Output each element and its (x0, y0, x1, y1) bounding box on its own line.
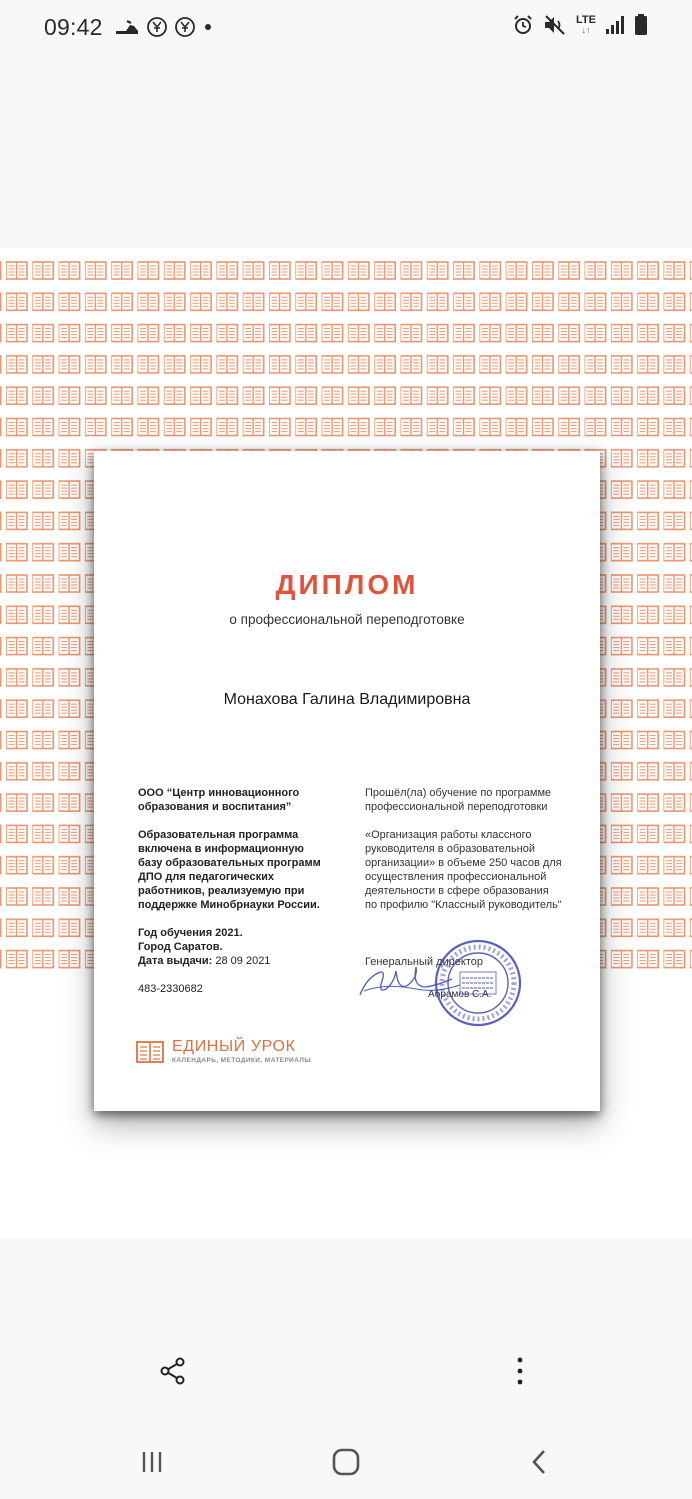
y-circle-icon (174, 16, 196, 38)
course-line: осуществления профессиональной (365, 871, 547, 883)
status-time: 09:42 (44, 14, 103, 40)
logo-sub-text: КАЛЕНДАРЬ, МЕТОДИКИ, МАТЕРИАЛЫ (172, 1057, 312, 1064)
image-viewer[interactable] (0, 248, 692, 1238)
recipient-name: Монахова Галина Владимировна (223, 691, 471, 708)
intro-line-2: профессиональной переподготовки (365, 801, 548, 813)
share-icon (157, 1355, 189, 1387)
walk-icon (114, 17, 140, 37)
diploma-left-column (138, 786, 348, 996)
course-line: «Организация работы классного (365, 829, 532, 841)
edinyi-urok-logo (136, 1039, 311, 1064)
home-icon (331, 1447, 361, 1477)
dot-icon (202, 21, 214, 33)
study-city: Город Саратов. (138, 941, 223, 953)
director-name: Абрамов С.А. (428, 989, 492, 1000)
share-button[interactable] (157, 1355, 189, 1387)
back-icon (528, 1448, 552, 1476)
navigation-bar (0, 1430, 692, 1499)
director-title: Генеральный директор (365, 956, 483, 968)
diploma-right-column (365, 786, 580, 912)
program-line: работников, реализуемую при (138, 885, 305, 897)
diploma-title: ДИПЛОМ (275, 569, 419, 600)
diploma-document (94, 451, 600, 1111)
org-line-2: образования и воспитания” (138, 801, 292, 813)
battery-icon (634, 14, 648, 36)
book-logo-icon (136, 1040, 164, 1064)
issue-date-row (138, 954, 348, 968)
y-circle-icon (146, 16, 168, 38)
back-button[interactable] (520, 1442, 560, 1482)
diploma-subtitle: о профессиональной переподготовке (229, 612, 465, 627)
course-line: руководителя в образовательной (365, 843, 536, 855)
logo-text (172, 1039, 311, 1064)
status-left-icons (114, 16, 214, 38)
signal-icon (605, 15, 625, 35)
program-line: поддержке Минобрнауки России. (138, 899, 320, 911)
lte-label: LTE (576, 14, 596, 26)
lte-arrows: ↓↑ (581, 25, 591, 35)
status-bar (0, 0, 692, 56)
org-line-1: ООО “Центр инновационного (138, 787, 300, 799)
program-line: Образовательная программа (138, 829, 299, 841)
program-line: базу образовательных программ (138, 857, 321, 869)
study-year: Год обучения 2021. (138, 927, 243, 939)
home-button[interactable] (326, 1442, 366, 1482)
stamp-icon (433, 938, 523, 1028)
program-line: ДПО для педагогических (138, 871, 275, 883)
issue-date-label: Дата выдачи: (138, 955, 213, 967)
course-line: деятельности в сфере образования (365, 885, 549, 897)
recent-apps-icon (138, 1448, 166, 1476)
status-right-icons (512, 14, 648, 36)
mute-icon (543, 14, 567, 36)
program-line: включена в информационную (138, 843, 304, 855)
course-line: организации» в объеме 250 часов для (365, 857, 562, 869)
intro-line-1: Прошёл(ла) обучение по программе (365, 787, 552, 799)
more-vertical-icon (504, 1355, 536, 1387)
registration-number: 483-2330682 (138, 983, 203, 995)
alarm-icon (512, 14, 534, 36)
recent-apps-button[interactable] (132, 1442, 172, 1482)
lte-icon (576, 15, 596, 35)
issue-date: 28 09 2021 (215, 955, 271, 967)
logo-main-text: ЕДИНЫЙ УРОК (172, 1038, 296, 1055)
course-line: по профилю "Классный руководитель" (365, 899, 562, 911)
more-options-button[interactable] (504, 1355, 536, 1387)
